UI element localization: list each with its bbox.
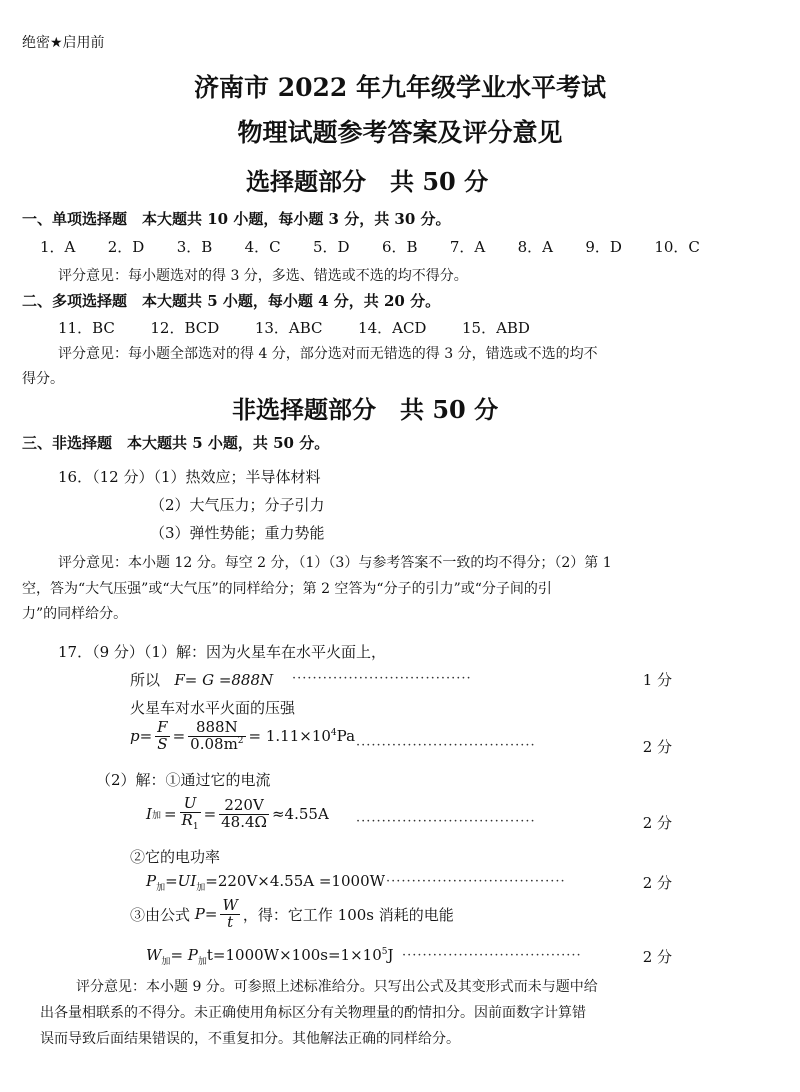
q16-comment-line2: 空，答为“大气压强”或“大气压”的同样给分；第 2 空答为“分子的引力”或“分子间的引 (22, 581, 552, 597)
dotted-leader: ··································· (292, 671, 472, 686)
fraction-numerator: F (157, 718, 168, 736)
section1-title: 一、单项选择题 本大题共 10 小题，每小题 3 分，共 30 分。 (22, 210, 451, 228)
section2-title: 二、多项选择题 本大题共 5 小题，每小题 4 分，共 20 分。 (22, 292, 441, 310)
answer-item: 4．C (244, 238, 281, 256)
answer-item: 11．BC (58, 319, 115, 337)
dotted-leader: ··································· (356, 814, 536, 829)
part2-heading: 非选择题部分 共 50 分 (232, 395, 499, 424)
pressure-exponent: 4 (330, 728, 337, 739)
q17-part2-label: （2）解：①通过它的电流 (96, 771, 271, 789)
power-symbol: P (146, 872, 157, 890)
section1-answers (40, 236, 700, 257)
q17-comment-line3: 误而导致后面结果错误的，不重复扣分。其他解法正确的同样给分。 (40, 1031, 460, 1047)
answer-item: 1．A (40, 238, 76, 256)
subscript: 加 (197, 957, 207, 967)
power-result: =220V×4.55A =1000W (205, 872, 386, 890)
fraction-numerator: W (222, 896, 238, 914)
equals-sign: = (203, 805, 217, 824)
q16-comment-line1: 评分意见：本小题 12 分。每空 2 分，（1）（3）与参考答案不一致的均不得分；（2）第 1 (58, 555, 612, 571)
power-equation (146, 872, 385, 893)
energy-result: t=1000W×100s=1×10 (206, 946, 382, 964)
fraction-denominator: 48.4Ω (221, 812, 267, 831)
force-expression: F= G =888N (174, 671, 274, 689)
pressure-result: = 1.11×10 (248, 727, 331, 746)
section3-title: 三、非选择题 本大题共 5 小题，共 50 分。 (22, 434, 330, 452)
area-value: 0.08m (190, 734, 238, 753)
section2-comment-line2: 得分。 (22, 371, 64, 387)
pressure-symbol: p= (130, 727, 153, 746)
energy-exponent: 5 (381, 947, 388, 957)
part1-heading: 选择题部分 共 50 分 (246, 167, 489, 196)
current-result: ≈4.55A (271, 805, 329, 824)
answer-item: 14．ACD (358, 319, 427, 337)
so-label: 所以 (130, 671, 161, 689)
score-2: 2 分 (642, 814, 672, 832)
answer-item: 13．ABC (254, 319, 323, 337)
answer-item: 2．D (107, 238, 145, 256)
energy-unit: J (387, 946, 394, 964)
q16-line3: （3）弹性势能；重力势能 (150, 524, 325, 542)
subscript: 加 (151, 810, 161, 821)
q16-line1: 16．（12 分）（1）热效应；半导体材料 (58, 468, 321, 486)
subscript: 1 (192, 821, 199, 832)
answer-item: 3．B (176, 238, 213, 256)
score-2: 2 分 (642, 948, 672, 966)
fraction-numerator: 888N (188, 720, 245, 737)
current-symbol: I (146, 805, 152, 824)
power-symbol: = P (170, 946, 198, 964)
fraction-numerator: U (180, 796, 201, 813)
q17-comment-line1: 评分意见：本小题 9 分。可参照上述标准给分。只写出公式及其变形式而未与题中给 (76, 979, 598, 995)
resistance-symbol: R (181, 810, 193, 829)
section1-comment: 评分意见：每小题选对的得 3 分，多选、错选或不选的均不得分。 (58, 268, 468, 284)
pressure-label: 火星车对水平火面的压强 (130, 699, 296, 717)
subscript: 加 (161, 957, 171, 967)
subscript: 加 (196, 883, 206, 893)
pressure-equation (130, 720, 355, 753)
score-2: 2 分 (642, 738, 672, 756)
answer-item: 9．D (585, 238, 622, 256)
dotted-leader: ··································· (402, 948, 582, 963)
q16-comment-line3: 力”的同样给分。 (22, 606, 128, 622)
answer-item: 8．A (517, 238, 554, 256)
power-symbol: P= (194, 905, 218, 924)
q16-line2: （2）大气压力；分子引力 (150, 496, 325, 514)
q17-comment-line2: 出各量相联系的不得分。未正确使用角标区分有关物理量的酌情扣分。因前面数字计算错 (40, 1005, 586, 1021)
energy-text: ，得：它工作 100s 消耗的电能 (242, 905, 454, 924)
answer-item: 15．ABD (461, 319, 530, 337)
answer-item: 6．B (381, 238, 418, 256)
fraction-numerator: 220V (219, 798, 269, 815)
answer-item: 5．D (313, 238, 350, 256)
equals-sign: = (163, 805, 177, 824)
dotted-leader: ··································· (386, 874, 566, 889)
fraction-denominator: t (227, 912, 234, 931)
answer-item: 12．BCD (150, 319, 220, 337)
dotted-leader: ··································· (356, 738, 536, 753)
equals-sign: = (172, 727, 186, 746)
answer-key-title: 物理试题参考答案及评分意见 (237, 118, 563, 147)
energy-equation (146, 946, 394, 967)
answer-item: 7．A (449, 238, 486, 256)
power-label: ②它的电功率 (130, 848, 221, 866)
work-symbol: W (146, 946, 162, 964)
subscript: 加 (156, 883, 166, 893)
fraction-denominator: S (157, 734, 168, 753)
q17-force-equation (130, 669, 273, 690)
pressure-unit: Pa (336, 727, 356, 746)
section2-answers (58, 317, 530, 338)
exam-title: 济南市 2022 年九年级学业水平考试 (194, 73, 606, 102)
score-1: 1 分 (642, 671, 672, 689)
section2-comment-line1: 评分意见：每小题全部选对的得 4 分，部分选对而无错选的得 3 分，错选或不选的均不 (58, 346, 598, 362)
power-formula: =UI (165, 872, 197, 890)
current-equation (146, 796, 329, 832)
answer-item: 10．C (654, 238, 700, 256)
formula-intro: ③由公式 (130, 905, 191, 924)
area-exponent: 2 (237, 735, 244, 746)
energy-formula-line (130, 898, 454, 931)
q17-line1: 17．（9 分）（1）解：因为火星车在水平火面上， (58, 643, 386, 661)
score-2: 2 分 (642, 874, 672, 892)
confidential-label: 绝密★启用前 (22, 35, 105, 51)
